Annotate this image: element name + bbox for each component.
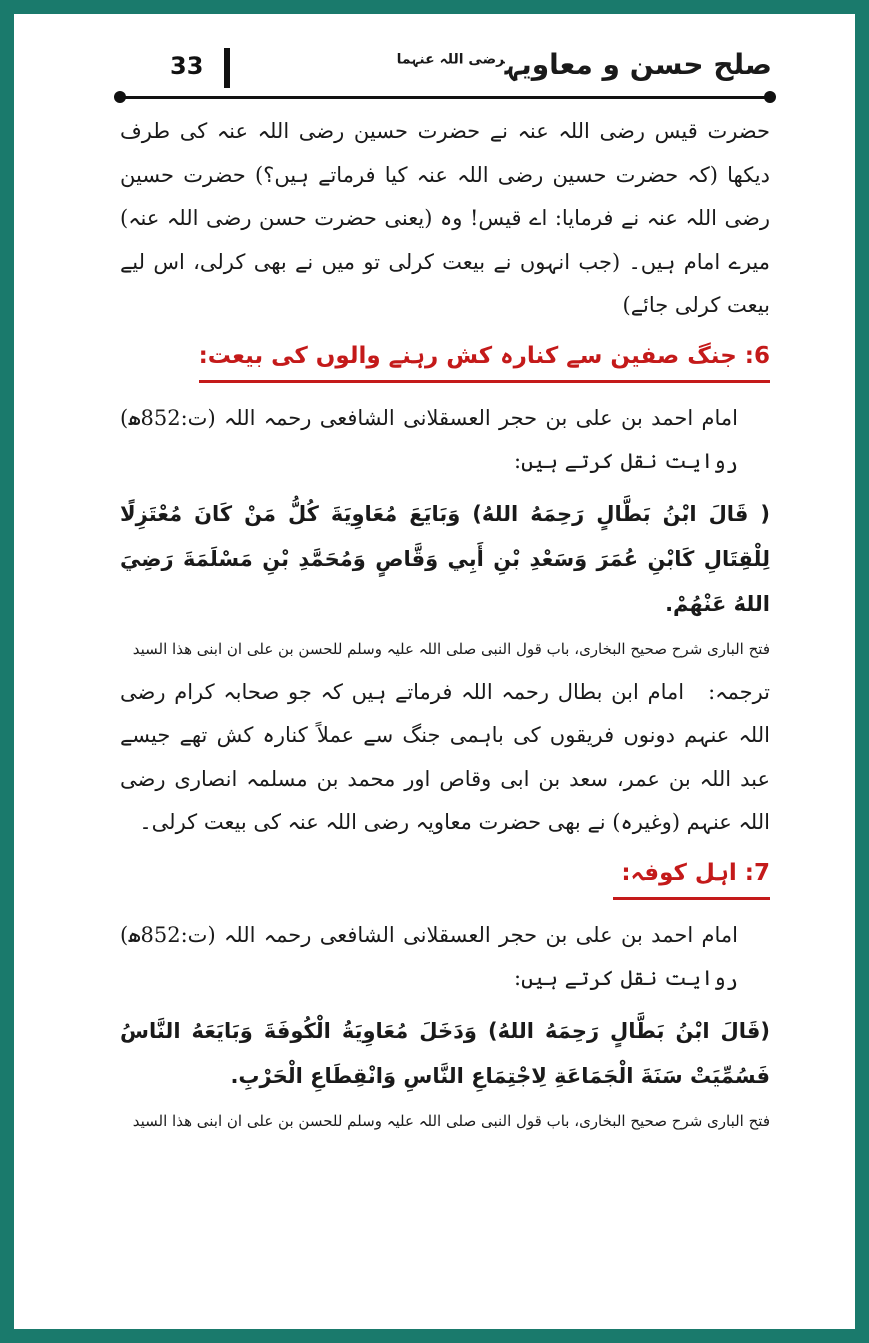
header-divider-bar	[224, 48, 230, 88]
section-7-intro: امام احمد بن علی بن حجر العسقلانی الشافعی رحمہ اللہ (ت:852ھ) روایت نقل کرتے ہیں:	[120, 922, 738, 990]
book-title	[397, 48, 772, 81]
section-7-heading: 7: اہل کوفہ:	[613, 851, 770, 900]
rule-dot-right	[764, 91, 776, 103]
section-6-heading: 6: جنگ صفین سے کنارہ کش رہنے والوں کی بیعت:	[199, 334, 770, 383]
section-7-reference: فتح الباری شرح صحیح البخاری، باب قول النبی صلی اللہ علیہ وسلم للحسن بن علی ان ابنی ھذا السید	[132, 1111, 770, 1130]
section-6-heading-wrap	[120, 330, 770, 383]
book-page	[14, 14, 855, 1329]
header-rule	[118, 96, 772, 99]
page-content	[120, 110, 770, 1143]
section-6-intro: امام احمد بن علی بن حجر العسقلانی الشافعی رحمہ اللہ (ت:852ھ) روایت نقل کرتے ہیں:	[120, 405, 738, 473]
book-title-text: صلح حسن و معاویہ	[504, 48, 772, 81]
page-header	[118, 44, 772, 104]
section-6-arabic-quote: ( قَالَ ابْنُ بَطَّالٍ رَحِمَهُ اللهُ) وَبَايَعَ مُعَاوِيَةَ كُلُّ مَنْ كَانَ مُعْتَزِلًا لِلْقِتَالِ كَابْنِ عُمَرَ وَسَعْدِ بْنِ أَبِي وَقَّاصٍ وَمُحَمَّدِ بْنِ مَسْلَمَةَ رَضِيَ اللهُ عَنْهُمْ.	[120, 501, 770, 616]
section-7-heading-wrap	[120, 847, 770, 900]
section-6-translation	[120, 671, 770, 845]
section-6-reference: فتح الباری شرح صحیح البخاری، باب قول النبی صلی اللہ علیہ وسلم للحسن بن علی ان ابنی ھذا السید	[132, 639, 770, 658]
translation-label: ترجمہ:	[708, 679, 770, 704]
page-number: 33	[170, 52, 204, 80]
paragraph-qais: حضرت قیس رضی اللہ عنہ نے حضرت حسین رضی اللہ عنہ کی طرف دیکھا (کہ حضرت حسین رضی اللہ عنہ کیا فرماتے ہیں؟) حضرت حسین رضی اللہ عنہ نے فرمایا: اے قیس! وہ (یعنی حضرت حسن رضی اللہ عنہ) میرے امام ہیں۔ (جب انہوں نے بیعت کرلی تو میں نے بھی کرلی، اس لیے بیعت کرلی جائے)	[120, 119, 770, 317]
rule-dot-left	[114, 91, 126, 103]
section-7-arabic-quote: (قَالَ ابْنُ بَطَّالٍ رَحِمَهُ اللهُ) وَدَخَلَ مُعَاوِيَةُ الْكُوفَةَ وَبَايَعَهُ النَّاسُ فَسُمِّيَتْ سَنَةَ الْجَمَاعَةِ لِاجْتِمَاعِ النَّاسِ وَانْقِطَاعِ الْحَرْبِ.	[120, 1018, 770, 1088]
translation-text: امام ابن بطال رحمہ اللہ فرماتے ہیں کہ جو صحابہ کرام رضی اللہ عنہم دونوں فریقوں کی باہمی جنگ سے عملاً کنارہ کش تھے جیسے عبد اللہ بن عمر، سعد بن ابی وقاص اور محمد بن مسلمہ انصاری رضی اللہ عنہم (وغیرہ) نے بھی حضرت معاویہ رضی اللہ عنہ کی بیعت کرلی۔	[120, 679, 770, 834]
honorific-mark: رضی اللہ عنہما	[396, 51, 505, 68]
